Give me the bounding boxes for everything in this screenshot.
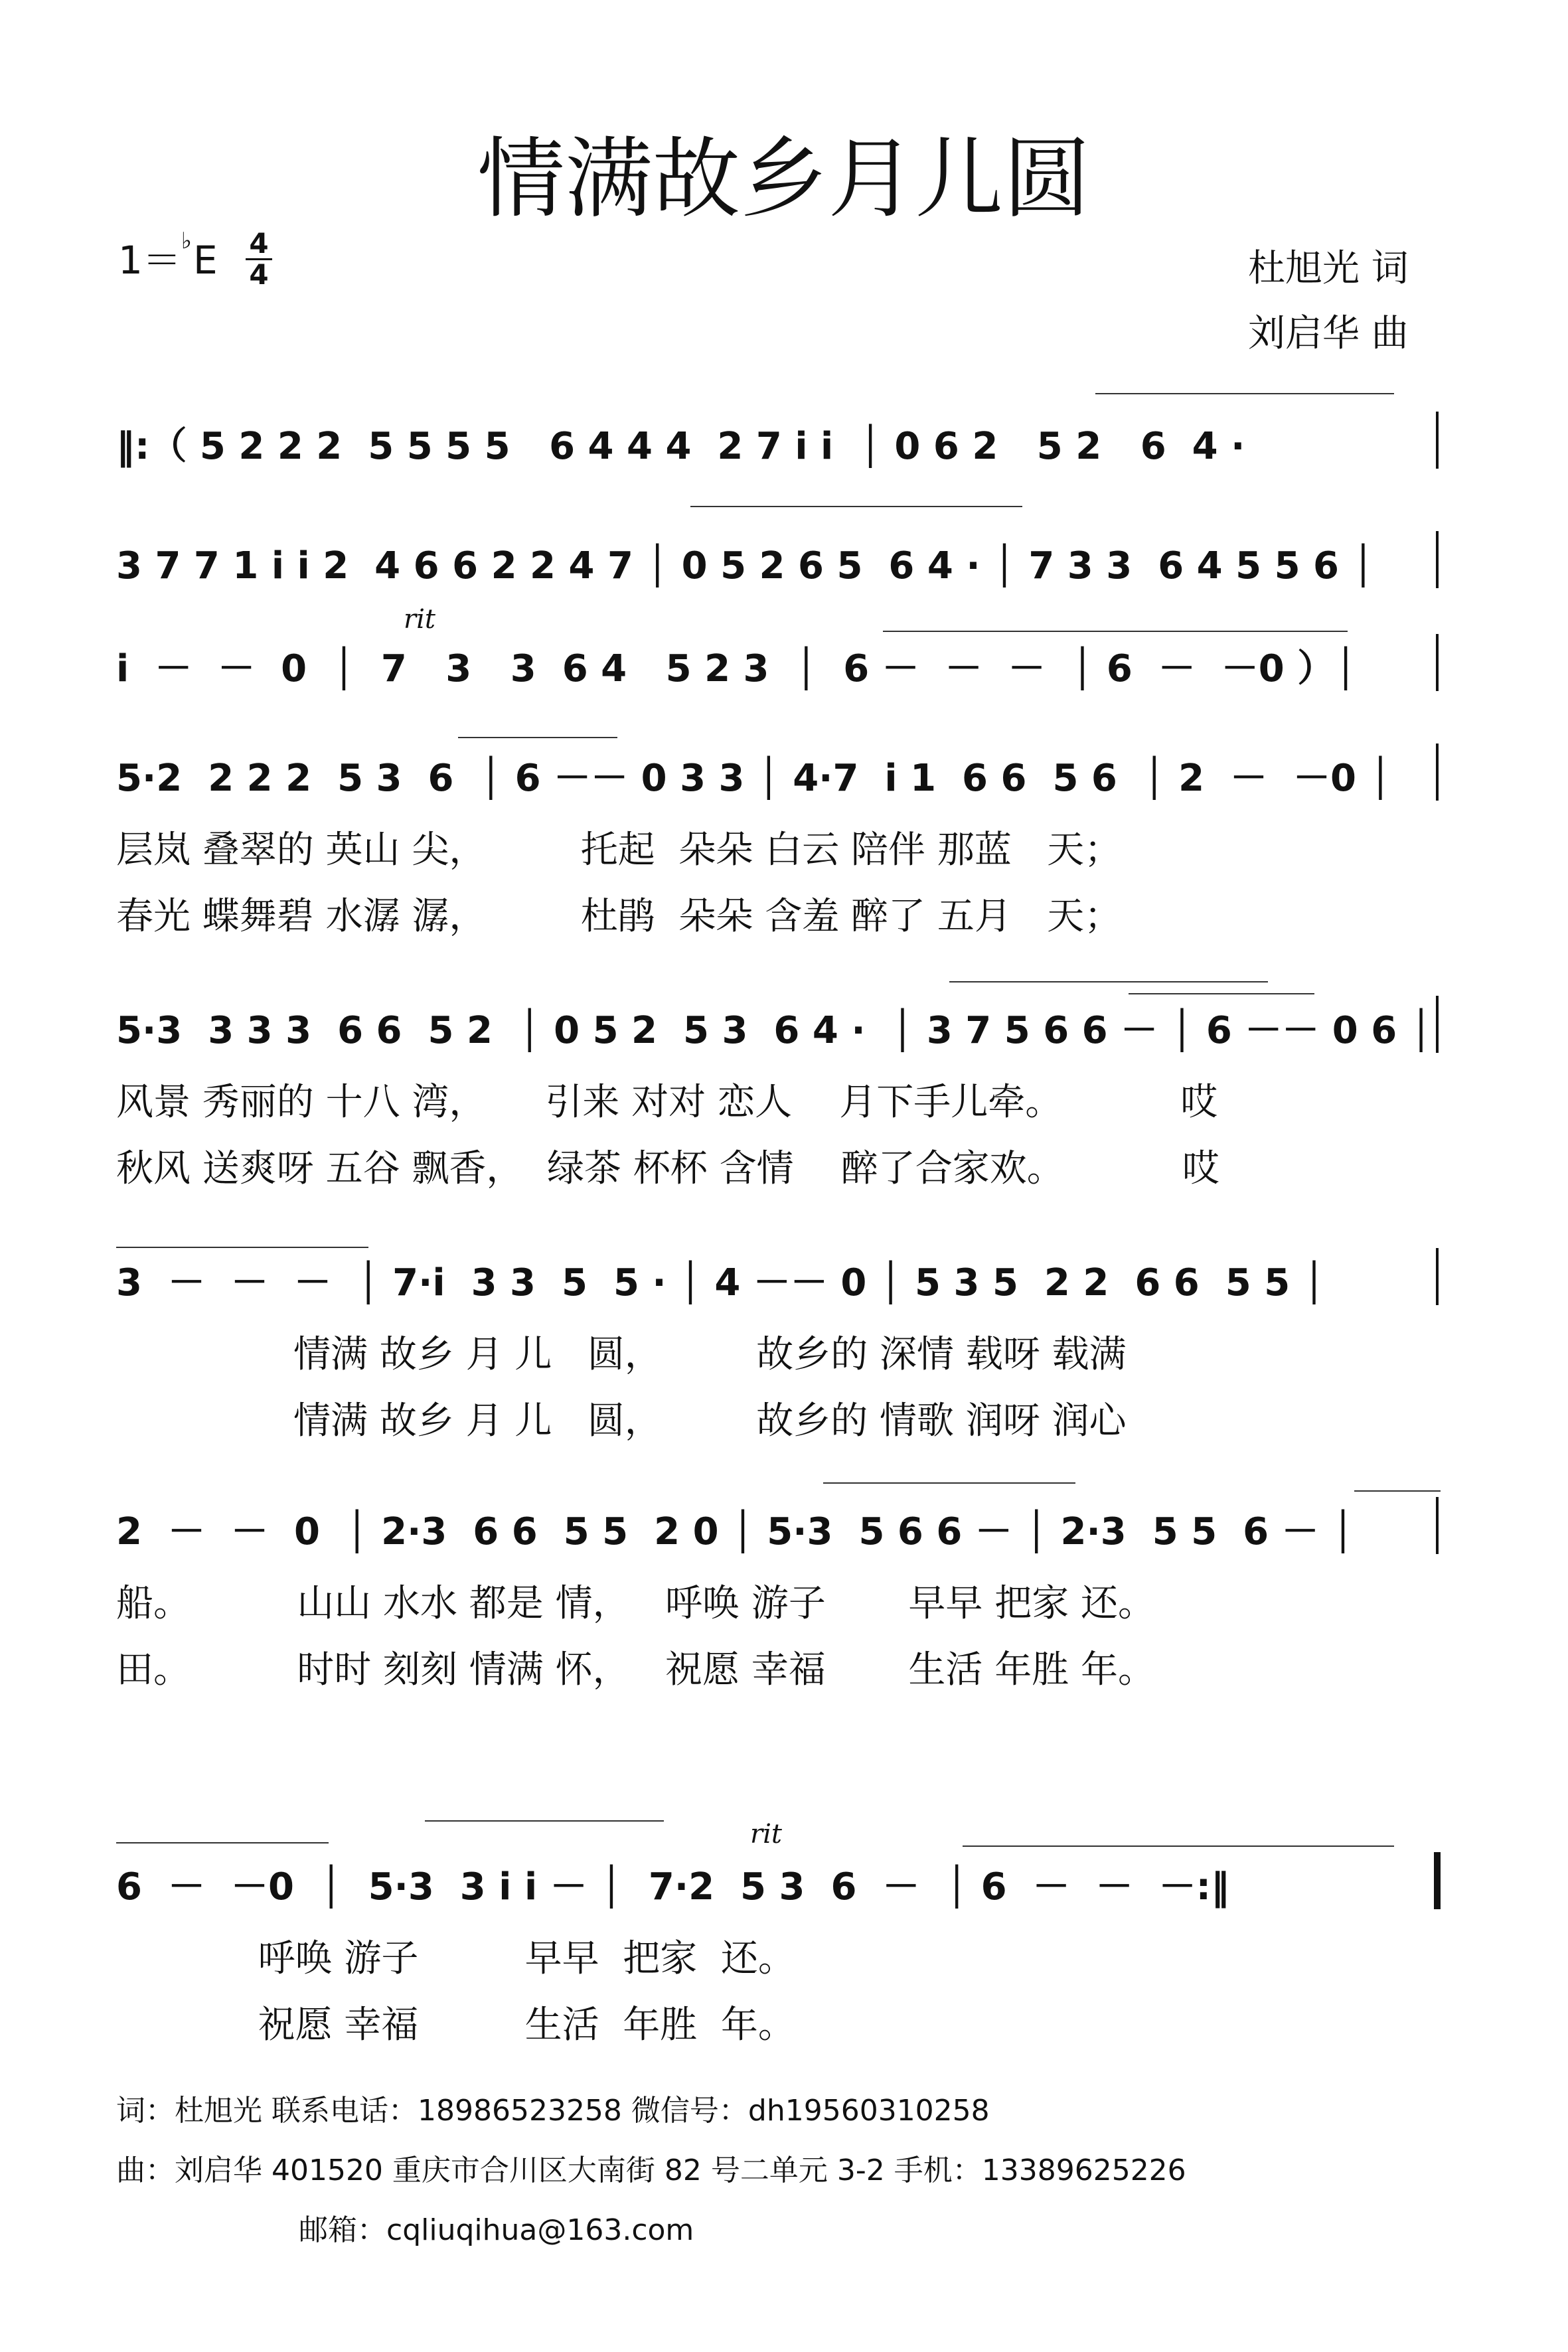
notes: 6 － －0 │ 5·3 3 i i － │ 7·2 5 3 6 － │ 6 － － －:‖ (116, 1865, 1229, 1909)
lyricist-credit: 杜旭光 词 (1248, 247, 1409, 290)
lyrics-verse-1: 层岚 叠翠的 英山 尖， 托起 朵朵 白云 陪伴 那蓝 天； (116, 828, 1122, 872)
notes: 5·3 3 3 3 6 6 5 2 │ 0 5 2 5 3 6 4 · │ 3 7 5 6 6 － │ 6 －－ 0 6 │ (116, 1009, 1433, 1052)
rit-marking: rit (404, 604, 435, 635)
notes: 3 7 7 1 i i 2 4 6 6 2 2 4 7 │ 0 5 2 6 5 6 4 · │ 7 3 3 6 4 5 5 6 │ (116, 544, 1375, 588)
footer-email: 邮箱：cqliuqihua@163.com (299, 2213, 694, 2247)
lyrics-verse-2: 情满 故乡 月 儿 圆， 故乡的 情歌 润呀 润心 (116, 1399, 1127, 1443)
lyrics-verse-2: 秋风 送爽呀 五谷 飘香， 绿茶 杯杯 含情 醉了合家欢。 哎 (116, 1147, 1219, 1190)
lyrics-verse-1: 呼唤 游子 早早 把家 还。 (116, 1937, 795, 1980)
composer-credit: 刘启华 曲 (1248, 312, 1409, 355)
lyrics-verse-2: 祝愿 幸福 生活 年胜 年。 (116, 2003, 795, 2047)
notes: 3 － － － │ 7·i 3 3 5 5 · │ 4 －－ 0 │ 5 3 5 2 2 6 6 5 5 │ (116, 1261, 1326, 1304)
meter-bottom: 4 (246, 258, 272, 289)
footer-lyricist-contact: 词：杜旭光 联系电话：18986523258 微信号：dh19560310258 (116, 2094, 990, 2128)
key-prefix: 1＝ (118, 238, 181, 283)
key-signature (118, 229, 218, 285)
lyrics-verse-2: 田。 时时 刻刻 情满 怀， 祝愿 幸福 生活 年胜 年。 (116, 1648, 1156, 1691)
notes: 2 － － 0 │ 2·3 6 6 5 5 2 0 │ 5·3 5 6 6 － │ 2·3 5 5 6 － │ (116, 1510, 1354, 1553)
score-line-7 (0, 1497, 1568, 1869)
rit-marking: rit (750, 1819, 782, 1849)
notes: 5·2 2 2 2 5 3 6 │ 6 －－ 0 3 3 │ 4·7 i 1 6 6 5 6 │ 2 － －0 │ (116, 757, 1392, 800)
lyrics-verse-2: 春光 蝶舞碧 水潺 潺， 杜鹃 朵朵 含羞 醉了 五月 天； (116, 895, 1122, 938)
meter-top: 4 (249, 227, 269, 260)
page-title: 情满故乡月儿圆 (477, 128, 1091, 230)
flat-sign: ♭ (181, 227, 192, 254)
time-signature (246, 229, 272, 289)
footer-composer-contact: 曲：刘启华 401520 重庆市合川区大南街 82 号二单元 3-2 手机：13389625226 (116, 2154, 1186, 2187)
notes: i － － 0 │ 7 3 3 6 4 5 2 3 │ 6 － － － │ 6 － －0 ）│ (116, 647, 1357, 690)
lyrics-verse-1: 情满 故乡 月 儿 圆， 故乡的 深情 载呀 载满 (116, 1333, 1127, 1376)
notes: ‖:（ 5 2 2 2 5 5 5 5 6 4 4 4 2 7 i i │ 0 6 2 5 2 6 4 · (116, 425, 1245, 468)
lyrics-verse-1: 风景 秀丽的 十八 湾， 引来 对对 恋人 月下手儿牵。 哎 (116, 1081, 1218, 1124)
key-tonic: E (193, 238, 218, 283)
lyrics-verse-1: 船。 山山 水水 都是 情， 呼唤 游子 早早 把家 还。 (116, 1582, 1156, 1625)
